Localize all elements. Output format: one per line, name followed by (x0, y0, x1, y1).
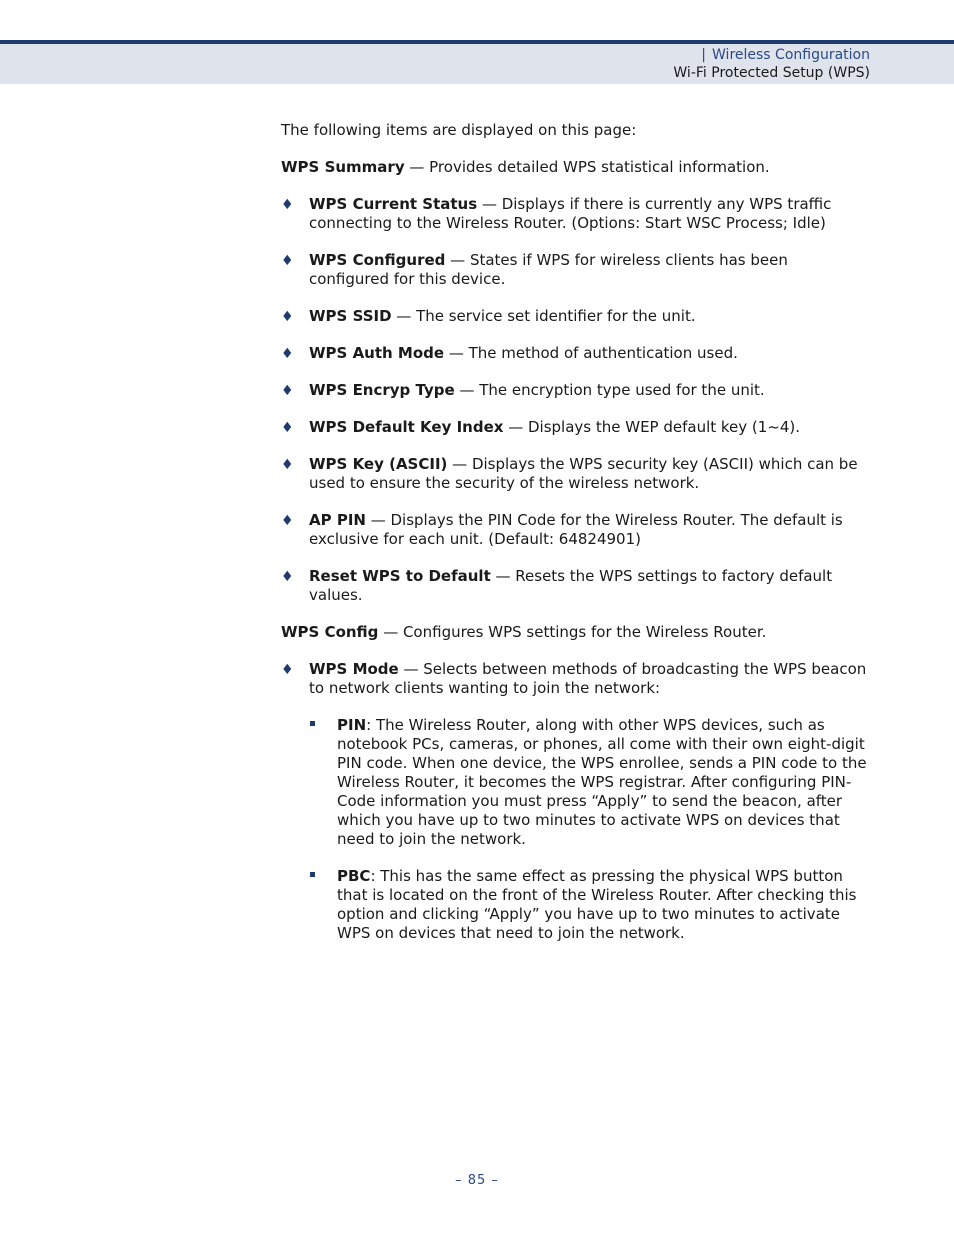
page-body (281, 121, 871, 961)
diamond-bullet-icon: ♦ (281, 513, 294, 529)
wps-summary-term: WPS Summary (281, 158, 405, 176)
page-number: – 85 – (455, 1173, 499, 1188)
item-desc: — Displays the WPS security key (ASCII) which can be used to ensure the security of the wireless network. (309, 455, 858, 492)
list-item (281, 511, 871, 549)
wps-config-desc: — Configures WPS settings for the Wireless Router. (378, 623, 767, 641)
item-term: WPS Current Status (309, 195, 478, 213)
item-term: WPS Default Key Index (309, 418, 504, 436)
item-term: WPS Configured (309, 251, 446, 269)
list-item (281, 251, 871, 289)
header-section: Wireless Configuration (712, 47, 870, 63)
diamond-bullet-icon: ♦ (281, 420, 294, 436)
item-desc: — States if WPS for wireless clients has been configured for this device. (309, 251, 788, 288)
option-term: PIN (337, 716, 367, 734)
sub-list-item (309, 867, 871, 943)
running-header (673, 46, 870, 82)
wps-summary-paragraph (281, 158, 871, 177)
option-desc: : This has the same effect as pressing the physical WPS button that is located on the front of the Wireless Router. After checking this option and clicking “Apply” you have up to two minutes to activate WPS on devices that need to join the network. (337, 867, 857, 942)
item-term: WPS Key (ASCII) (309, 455, 448, 473)
wps-mode-desc: — Selects between methods of broadcasting the WPS beacon to network clients wanting to join the network: (309, 660, 867, 697)
sub-list-item (309, 716, 871, 849)
wps-config-term: WPS Config (281, 623, 379, 641)
diamond-bullet-icon: ♦ (281, 346, 294, 362)
list-item (281, 381, 871, 400)
intro-paragraph: The following items are displayed on this page: (281, 121, 637, 139)
diamond-bullet-icon: ♦ (281, 662, 294, 678)
wps-mode-term: WPS Mode (309, 660, 399, 678)
header-separator: | (701, 47, 707, 63)
option-term: PBC (337, 867, 371, 885)
item-desc: — Displays the WEP default key (1~4). (503, 418, 801, 436)
option-desc: : The Wireless Router, along with other WPS devices, such as notebook PCs, cameras, or phones, all come with their own eight-digit PIN code. When one device, the WPS enrollee, sends a PIN code to the Wireless Router, it becomes the WPS registrar. After configuring PIN-Code information you must press “Apply” to send the beacon, after which you have up to two minutes to activate WPS on devices that need to join the network. (337, 716, 867, 848)
item-term: Reset WPS to Default (309, 567, 491, 585)
wps-config-paragraph (281, 623, 871, 642)
list-item (281, 660, 871, 698)
diamond-bullet-icon: ♦ (281, 457, 294, 473)
list-item (281, 418, 871, 437)
item-desc: — The method of authentication used. (444, 344, 738, 362)
diamond-bullet-icon: ♦ (281, 383, 294, 399)
item-desc: — Resets the WPS settings to factory default values. (309, 567, 833, 604)
square-bullet-icon (310, 872, 315, 877)
list-item (281, 307, 871, 326)
wps-summary-desc: — Provides detailed WPS statistical information. (404, 158, 770, 176)
list-item (281, 567, 871, 605)
item-desc: — The service set identifier for the unit. (391, 307, 696, 325)
header-subsection: Wi-Fi Protected Setup (WPS) (673, 65, 870, 81)
item-desc: — Displays if there is currently any WPS traffic connecting to the Wireless Router. (Options: Start WSC Process; Idle) (309, 195, 832, 232)
list-item (281, 195, 871, 233)
diamond-bullet-icon: ♦ (281, 253, 294, 269)
item-desc: — The encryption type used for the unit. (454, 381, 765, 399)
item-term: AP PIN (309, 511, 366, 529)
diamond-bullet-icon: ♦ (281, 569, 294, 585)
diamond-bullet-icon: ♦ (281, 309, 294, 325)
item-term: WPS SSID (309, 307, 392, 325)
list-item (281, 455, 871, 493)
diamond-bullet-icon: ♦ (281, 197, 294, 213)
item-term: WPS Encryp Type (309, 381, 455, 399)
item-desc: — Displays the PIN Code for the Wireless Router. The default is exclusive for each unit. (Default: 64824901) (309, 511, 843, 548)
list-item (281, 344, 871, 363)
square-bullet-icon (310, 721, 315, 726)
item-term: WPS Auth Mode (309, 344, 445, 362)
header-section-line (673, 46, 870, 64)
